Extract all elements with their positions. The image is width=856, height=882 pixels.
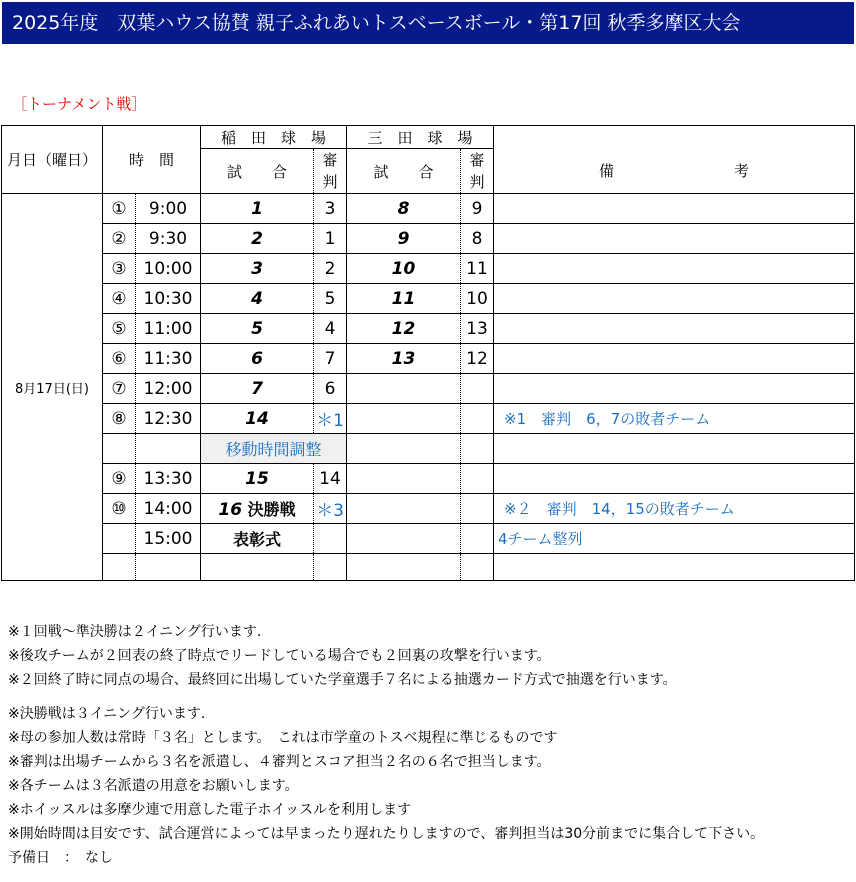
seq-number: ⑥ — [103, 344, 136, 374]
seq-number: ⑦ — [103, 374, 136, 404]
referee-inada: 2 — [314, 254, 347, 284]
table-row — [2, 494, 855, 524]
game-number-mita: 13 — [347, 344, 461, 374]
time-cell: 11:00 — [136, 314, 201, 344]
game-number-mita: 12 — [347, 314, 461, 344]
table-row — [2, 434, 855, 464]
referee-inada: 5 — [314, 284, 347, 314]
time-cell: 10:30 — [136, 284, 201, 314]
note-cell — [494, 374, 855, 404]
game-number-inada: 15 — [201, 464, 314, 494]
note-cell — [494, 434, 855, 464]
footnote: ※開始時間は目安です、試合運営によっては早まったり遅れたりしますので、審判担当は30分前までに集合して下さい。 — [8, 826, 765, 842]
time-cell: 9:00 — [136, 194, 201, 224]
table-row — [2, 464, 855, 494]
header-referee-1: 審 判 — [314, 149, 347, 194]
game-number-mita — [347, 524, 461, 554]
game-number-inada: 14 — [201, 404, 314, 434]
footnote: ※１回戦～準決勝は２イニング行います. — [8, 624, 262, 640]
table-row — [2, 374, 855, 404]
game-number-inada: 3 — [201, 254, 314, 284]
referee-inada: 6 — [314, 374, 347, 404]
referee-inada: 14 — [314, 464, 347, 494]
referee-inada: 7 — [314, 344, 347, 374]
referee-mita — [461, 524, 494, 554]
footnote: ※母の参加人数は常時「３名」とします。 これは市学童のトスベ規程に準じるものです — [8, 730, 558, 746]
seq-number: ⑧ — [103, 404, 136, 434]
note-cell — [494, 314, 855, 344]
referee-mita — [461, 374, 494, 404]
time-cell: 10:00 — [136, 254, 201, 284]
referee-mita: 10 — [461, 284, 494, 314]
award-ceremony: 表彰式 — [201, 524, 314, 554]
referee-inada: 1 — [314, 224, 347, 254]
referee-inada: ＊1 — [314, 404, 347, 434]
seq-number: ④ — [103, 284, 136, 314]
game-number-inada: 4 — [201, 284, 314, 314]
referee-mita: 11 — [461, 254, 494, 284]
referee-mita: 13 — [461, 314, 494, 344]
game-number-inada — [201, 494, 314, 524]
note-cell: ※1 審判 6，7の敗者チーム — [494, 404, 855, 434]
note-cell — [494, 464, 855, 494]
seq-number: ② — [103, 224, 136, 254]
note-cell — [494, 344, 855, 374]
game-number-inada: 7 — [201, 374, 314, 404]
referee-inada — [314, 524, 347, 554]
referee-mita: 9 — [461, 194, 494, 224]
referee-mita — [461, 554, 494, 581]
game-number-mita — [347, 404, 461, 434]
table-row — [2, 344, 855, 374]
referee-mita — [461, 434, 494, 464]
note-cell — [494, 254, 855, 284]
seq-number: ③ — [103, 254, 136, 284]
note-cell — [494, 224, 855, 254]
note-cell — [494, 284, 855, 314]
schedule-table — [1, 125, 855, 581]
footnote: ※決勝戦は３イニング行います. — [8, 706, 206, 722]
game-number-mita — [347, 464, 461, 494]
time-cell: 13:30 — [136, 464, 201, 494]
date-cell: 8月17日(日) — [2, 194, 103, 581]
table-row — [2, 524, 855, 554]
time-cell — [136, 554, 201, 581]
transfer-time-adjustment: 移動時間調整 — [201, 434, 347, 464]
time-cell: 11:30 — [136, 344, 201, 374]
time-cell: 12:30 — [136, 404, 201, 434]
referee-mita — [461, 464, 494, 494]
referee-inada: 3 — [314, 194, 347, 224]
game-number-mita: 11 — [347, 284, 461, 314]
referee-mita: 12 — [461, 344, 494, 374]
footnote: ※審判は出場チームから３名を派遣し、４審判とスコア担当２名の６名で担当します。 — [8, 754, 551, 770]
table-row — [2, 254, 855, 284]
game-number-mita: 8 — [347, 194, 461, 224]
seq-number: ⑤ — [103, 314, 136, 344]
game-number-mita — [347, 554, 461, 581]
header-game-1: 試 合 — [201, 149, 314, 194]
footnote: ※各チームは３名派遣の用意をお願いします。 — [8, 778, 299, 794]
header-field-inada: 稲 田 球 場 — [201, 126, 347, 149]
referee-inada: ＊3 — [314, 494, 347, 524]
referee-mita — [461, 494, 494, 524]
final-label: 決勝戦 — [242, 500, 296, 519]
referee-inada: 4 — [314, 314, 347, 344]
table-row — [2, 284, 855, 314]
time-cell: 14:00 — [136, 494, 201, 524]
time-cell — [136, 434, 201, 464]
game-number-mita — [347, 434, 461, 464]
time-cell: 9:30 — [136, 224, 201, 254]
table-row — [2, 314, 855, 344]
header-notes: 備 考 — [494, 149, 855, 194]
header-notes-top — [494, 126, 855, 149]
header-time: 時 間 — [103, 126, 201, 194]
table-row — [2, 194, 855, 224]
game-number-mita: 10 — [347, 254, 461, 284]
game-number-inada: 1 — [201, 194, 314, 224]
referee-inada — [314, 554, 347, 581]
rain-date: 予備日 ： なし — [8, 850, 113, 866]
game-number-mita — [347, 494, 461, 524]
section-label: ［トーナメント戦］ — [12, 95, 147, 113]
game-number-inada: 2 — [201, 224, 314, 254]
header-date: 月日（曜日） — [2, 126, 103, 194]
seq-number: ⑨ — [103, 464, 136, 494]
game-number-mita — [347, 374, 461, 404]
table-row — [2, 224, 855, 254]
game-number-inada: 5 — [201, 314, 314, 344]
seq-number — [103, 554, 136, 581]
table-row — [2, 404, 855, 434]
time-cell: 15:00 — [136, 524, 201, 554]
game-number-inada — [201, 554, 314, 581]
seq-number: ⑩ — [103, 494, 136, 524]
table-row — [2, 554, 855, 581]
header-game-2: 試 合 — [347, 149, 461, 194]
footnote: ※２回終了時に同点の場合、最終回に出場していた学童選手７名による抽選カード方式で抽選を行います。 — [8, 672, 677, 688]
footnote: ※後攻チームが２回表の終了時点でリードしている場合でも２回裏の攻撃を行います。 — [8, 648, 551, 664]
seq-number: ① — [103, 194, 136, 224]
final-game-number: 16 — [218, 500, 243, 520]
header-referee-2: 審 判 — [461, 149, 494, 194]
note-cell — [494, 554, 855, 581]
referee-mita: 8 — [461, 224, 494, 254]
footnotes — [8, 620, 764, 870]
time-cell: 12:00 — [136, 374, 201, 404]
tournament-title-banner: 2025年度 双葉ハウス協賛 親子ふれあいトスベースボール・第17回 秋季多摩区大会 — [2, 2, 854, 44]
game-number-mita: 9 — [347, 224, 461, 254]
referee-mita — [461, 404, 494, 434]
seq-number — [103, 434, 136, 464]
note-cell: 4チーム整列 — [494, 524, 855, 554]
game-number-inada: 6 — [201, 344, 314, 374]
note-cell — [494, 194, 855, 224]
seq-number — [103, 524, 136, 554]
note-cell: ※２ 審判 14，15の敗者チーム — [494, 494, 855, 524]
header-field-mita: 三 田 球 場 — [347, 126, 494, 149]
footnote: ※ホイッスルは多摩少連で用意した電子ホイッスルを利用します — [8, 802, 412, 818]
